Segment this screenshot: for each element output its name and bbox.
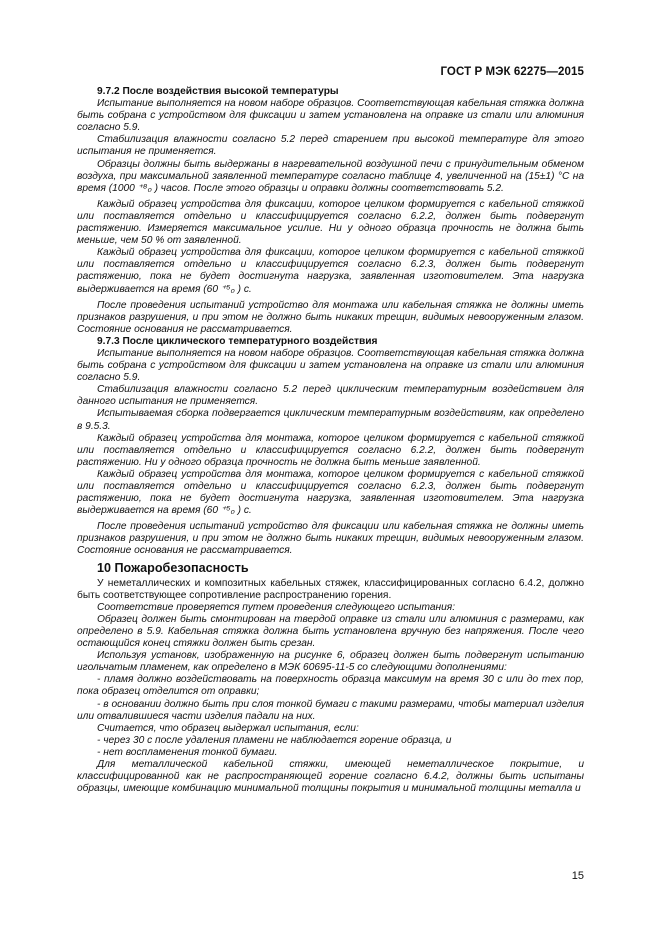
page-body: [77, 86, 584, 795]
paragraph: Стабилизация влажности согласно 5.2 перед циклическим температурным воздействием для данного испытания не применяется.: [77, 384, 584, 408]
list-item: - через 30 с после удаления пламени не наблюдается горение образца, и: [97, 734, 452, 746]
paragraph: У неметаллических и композитных кабельных стяжек, классифицированных согласно 6.4.2, должно быть соответствующее сопротивление распространению горения.: [77, 577, 584, 601]
paragraph: Испытание выполняется на новом наборе образцов. Соответствующая кабельная стяжка должна быть собрана с устройством для фиксации и затем установлена на оправке из стали или алюминия согласно 5.9.: [77, 347, 584, 384]
paragraph: Испытываемая сборка подвергается циклическим температурным воздействиям, как определено в 9.5.3.: [77, 408, 584, 432]
paragraph: Образец должен быть смонтирован на твердой оправке из стали или алюминия с размерами, как определено в 5.9. Кабельная стяжка должна быть установлена вручную без напряжения. После чего остающийся конец стяжки должен быть срезан.: [77, 613, 584, 650]
list-item: - пламя должно воздействовать на поверхность образца максимум на время 30 с или до тех пор, пока образец отделится от оправки;: [77, 674, 584, 698]
paragraph: Каждый образец устройства для фиксации, которое целиком формируется с кабельной стяжкой или поставляется отдельно и классифицируется согласно 6.2.2, должен быть подвергнут растяжению. Измеряется максимальное усилие. Ни у одного образца прочность не должна быть меньше, чем 50 % от заявленной.: [77, 198, 584, 247]
paragraph: Считается, что образец выдержал испытания, если:: [97, 722, 359, 734]
paragraph: Стабилизация влажности согласно 5.2 перед старением при высокой температуре для этого испытания не применяется.: [77, 134, 584, 158]
paragraph: Каждый образец устройства для монтажа, которое целиком формируется с кабельной стяжкой или поставляется отдельно и классифицируется согласно 6.2.3, должен быть подвергнут растяжению, пока не будет достигнута нагрузка, заявленная изготовителем. Эта нагрузка выдерживается на время (60 ⁺⁵₀ ) с.: [77, 468, 584, 517]
paragraph: Каждый образец устройства для монтажа, которое целиком формируется с кабельной стяжкой или поставляется отдельно и классифицируется согласно 6.2.2, должен быть подвергнут растяжению. Ни у одного образца прочность не должна быть меньше заявленной.: [77, 432, 584, 468]
section-heading-10: 10 Пожаробезопасность: [97, 560, 249, 575]
paragraph: Образцы должны быть выдержаны в нагревательной воздушной печи с принудительным обменом воздуха, при максимальной заявленной температуре согласно таблице 4, увеличенной на (15±1) °С на время (1000 ⁺⁸₀ ) часов. После этого образцы и оправки должны соответствовать 5.2.: [77, 158, 584, 194]
page-number: 15: [571, 870, 584, 882]
section-heading-9-7-2: 9.7.2 После воздействия высокой температуры: [97, 86, 339, 97]
paragraph: Для металлической кабельной стяжки, имеющей неметаллическое покрытие, и классифицированной как не распространяющей горение согласно 6.4.2, должны быть испытаны образцы, имеющие комбинацию минимальной толщины покрытия и минимальной толщины металла и: [77, 758, 584, 795]
standard-designation: ГОСТ Р МЭК 62275—2015: [440, 66, 584, 78]
paragraph: Испытание выполняется на новом наборе образцов. Соответствующая кабельная стяжка должна быть собрана с устройством для фиксации и затем установлена на оправке из стали или алюминия согласно 5.9.: [77, 98, 584, 134]
list-item: - в основании должно быть при слоя тонкой бумаги с такими размерами, чтобы материал изделия или отвалившиеся части изделия падали на них.: [77, 698, 584, 722]
list-item: - нет воспламенения тонкой бумаги.: [97, 746, 278, 758]
paragraph: Соответствие проверяется путем проведения следующего испытания:: [97, 601, 456, 613]
section-heading-9-7-3: 9.7.3 После циклического температурного воздействия: [97, 335, 378, 347]
paragraph: Каждый образец устройства для фиксации, которое целиком формируется с кабельной стяжкой или поставляется отдельно и классифицируется согласно 6.2.3, должен быть подвергнут растяжению, пока не будет достигнута нагрузка, заявленная изготовителем. Эта нагрузка выдерживается на время (60 ⁺⁵₀ ) с.: [77, 247, 584, 295]
paragraph: Используя установк, изображенную на рисунке 6, образец должен быть подвергнут испытанию игольчатым пламенем, как определено в МЭК 60695-11-5 со следующими дополнениями:: [77, 650, 584, 674]
paragraph: После проведения испытаний устройство для монтажа или кабельная стяжка не должны иметь признаков разрушения, и при этом не должно быть никаких трещин, видимых невооруженным глазом. Состояние основания не рассматривается.: [77, 299, 584, 335]
paragraph: После проведения испытаний устройство для фиксации или кабельная стяжка не должны иметь признаков разрушения, и при этом не должно быть никаких трещин, видимых невооруженным глазом. Состояние основания не рассматривается.: [77, 521, 584, 557]
